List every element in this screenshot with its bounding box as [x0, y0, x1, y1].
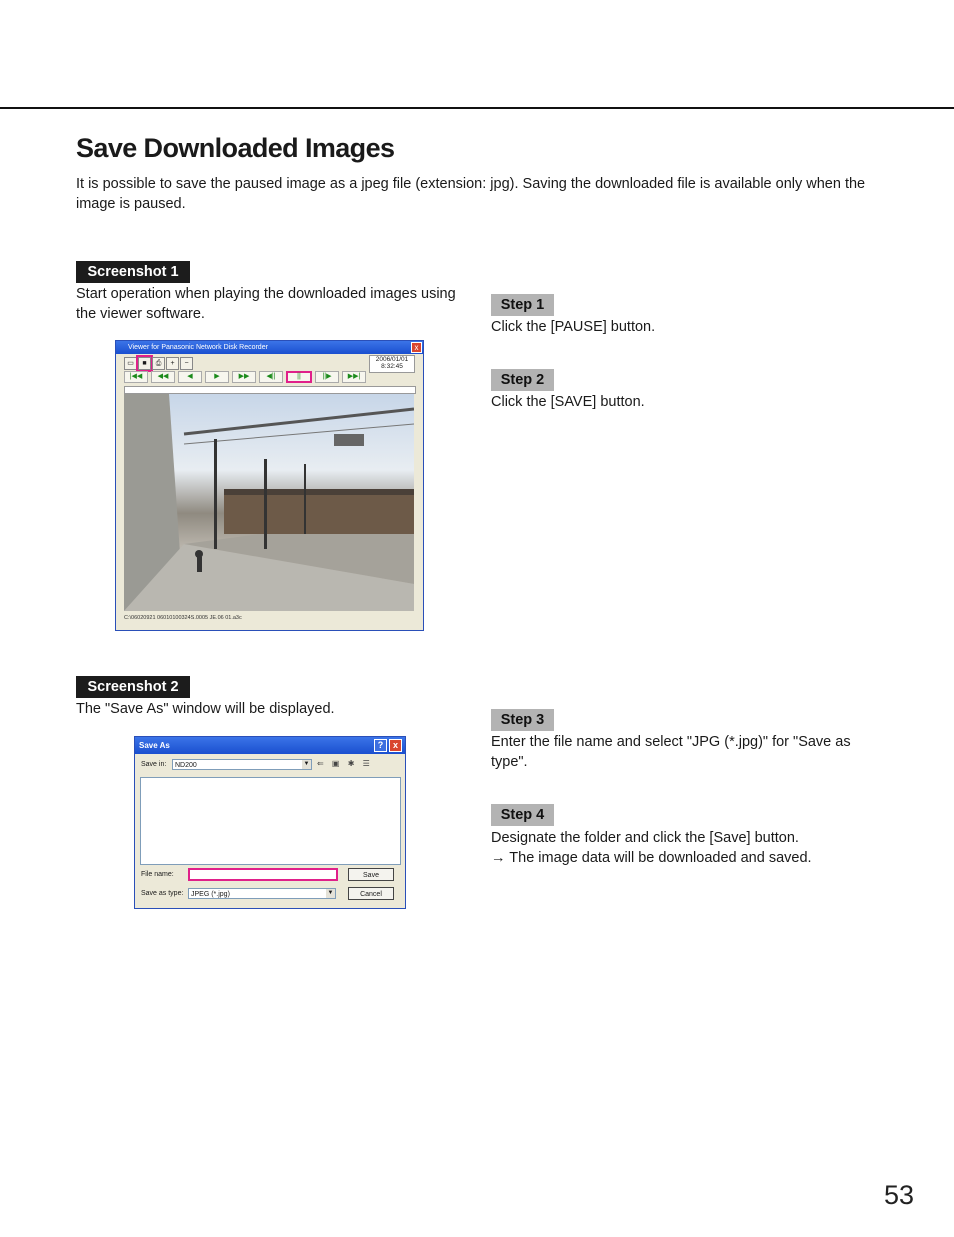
viewer-status-bar: C:\06020921 06010100324S.0005 JE.06 01.a3c [124, 615, 242, 621]
step4-result: → The image data will be downloaded and saved. [491, 850, 812, 866]
step3-tag: Step 3 [491, 709, 554, 731]
screenshot1-description: Start operation when playing the downloaded images using the viewer software. [76, 286, 456, 322]
chevron-down-icon: ▼ [303, 761, 310, 767]
intro-paragraph: It is possible to save the paused image as a jpeg file (extension: jpg). Saving the downloaded file is available only when the image is paused. [76, 176, 866, 212]
step2-text: Click the [SAVE] button. [491, 394, 645, 410]
file-list[interactable] [140, 777, 401, 865]
skip-last-button[interactable]: ▶▶| [342, 371, 366, 383]
step3-text: Enter the file name and select "JPG (*.jpg)" for "Save as type". [491, 734, 851, 770]
save-as-type-label: Save as type: [141, 890, 184, 897]
dialog-close-button[interactable]: x [389, 739, 402, 752]
viewer-toolbar [124, 357, 194, 371]
save-in-select[interactable] [172, 759, 312, 770]
step2-tag: Step 2 [491, 369, 554, 391]
cancel-button[interactable]: Cancel [348, 887, 394, 900]
fast-rewind-button[interactable]: ◀◀ [151, 371, 175, 383]
viewer-close-button[interactable]: x [411, 342, 422, 353]
playback-slider[interactable] [124, 386, 416, 394]
save-as-type-value: JPEG (*.jpg) [191, 891, 230, 898]
page-title: Save Downloaded Images [76, 133, 395, 163]
frame-forward-button[interactable]: ||▶ [315, 371, 339, 383]
viewer-title: Viewer for Panasonic Network Disk Recorder [128, 344, 268, 351]
date-display [369, 355, 415, 373]
file-name-input[interactable] [188, 868, 338, 881]
help-button[interactable]: ? [374, 739, 387, 752]
dialog-title-bar [135, 737, 405, 754]
reverse-play-button[interactable]: ◀ [178, 371, 202, 383]
save-as-type-select[interactable] [188, 888, 336, 899]
screenshot2-description: The "Save As" window will be displayed. [76, 701, 335, 717]
save-button[interactable]: Save [348, 868, 394, 881]
screenshot2-tag: Screenshot 2 [76, 676, 190, 698]
save-as-dialog [134, 736, 406, 909]
time-value: 8:32:45 [381, 363, 403, 370]
frame-back-button[interactable]: ◀|| [259, 371, 283, 383]
playback-controls [124, 371, 369, 383]
file-name-label: File name: [141, 871, 174, 878]
play-button[interactable]: ▶ [205, 371, 229, 383]
screenshot1-tag: Screenshot 1 [76, 261, 190, 283]
step1-text: Click the [PAUSE] button. [491, 319, 656, 335]
pause-button[interactable]: || [286, 371, 312, 383]
step4-tag: Step 4 [491, 804, 554, 826]
viewer-window [115, 340, 424, 631]
page-number: 53 [883, 1180, 914, 1210]
dialog-title: Save As [139, 741, 170, 750]
save-in-label: Save in: [141, 761, 167, 768]
station-platform-image [124, 394, 414, 611]
fast-forward-button[interactable]: ▶▶ [232, 371, 256, 383]
zoom-in-icon[interactable]: + [166, 357, 179, 370]
step4-text: Designate the folder and click the [Save] button. [491, 830, 799, 846]
header-rule [0, 107, 954, 109]
save-in-value: ND200 [175, 762, 197, 769]
folder-nav-icons[interactable]: ⇐ ▣ ✱ ☰ [317, 759, 373, 768]
viewer-title-bar [116, 341, 423, 354]
platform-photo-svg [124, 394, 414, 611]
open-icon[interactable]: ▭ [124, 357, 137, 370]
print-icon[interactable]: ⎙ [152, 357, 165, 370]
chevron-down-icon: ▼ [327, 890, 334, 896]
skip-first-button[interactable]: |◀◀ [124, 371, 148, 383]
date-value: 2006/01/01 [375, 356, 409, 363]
save-icon[interactable]: ■ [138, 357, 151, 370]
zoom-out-icon[interactable]: − [180, 357, 193, 370]
step1-tag: Step 1 [491, 294, 554, 316]
